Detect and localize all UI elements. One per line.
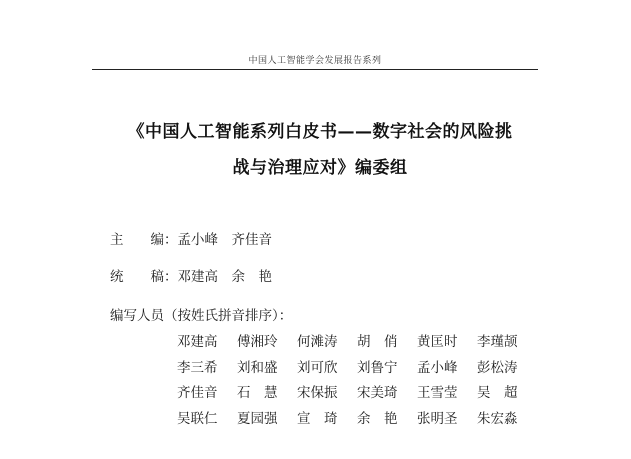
chief-editors-label: 主 编： [110, 232, 178, 248]
document-title-line-1: 《中国人工智能系列白皮书——数字社会的风险挑 [127, 122, 513, 142]
writer-name: 刘和盛 [237, 359, 278, 376]
document-title-line-2: 战与治理应对》编委组 [232, 158, 408, 178]
chief-editors-row [110, 228, 272, 248]
writer-name: 黄匡时 [417, 334, 458, 350]
coordinators-names: 邓建高 余 艳 [177, 269, 272, 285]
writer-name: 李瑾颉 [477, 334, 518, 350]
writer-name: 石 慧 [237, 385, 278, 401]
writer-name: 邓建高 [177, 334, 218, 350]
running-header: 中国人工智能学会发展报告系列 [248, 56, 382, 66]
writer-name: 余 艳 [357, 410, 398, 427]
writer-name: 宋美琦 [357, 385, 398, 401]
writer-name: 张明圣 [417, 410, 458, 427]
writer-name: 齐佳音 [177, 385, 218, 401]
writers-list [177, 330, 537, 432]
writer-name: 朱宏淼 [477, 410, 518, 427]
writer-name: 刘鲁宁 [357, 359, 398, 376]
writer-name: 吴联仁 [177, 410, 218, 427]
writer-name: 傅湘玲 [237, 334, 278, 350]
writer-name: 胡 俏 [357, 334, 398, 350]
writer-name: 刘可欣 [297, 359, 338, 376]
writer-name: 何滩涛 [297, 334, 338, 350]
writer-name: 夏园强 [237, 410, 278, 427]
chief-editors-names: 孟小峰 齐佳音 [177, 232, 272, 248]
header-rule [92, 69, 538, 70]
writer-name: 王雪莹 [417, 385, 458, 401]
writer-name: 李三希 [177, 359, 218, 376]
writer-name: 吴 超 [477, 385, 518, 401]
writer-name: 宣 琦 [297, 410, 338, 427]
writers-label: 编写人员（按姓氏拼音排序）： [110, 308, 293, 324]
writer-name: 孟小峰 [417, 359, 458, 376]
writer-name: 彭松涛 [477, 359, 518, 376]
writer-name: 宋保振 [297, 385, 338, 401]
coordinators-row [110, 265, 272, 285]
coordinators-label: 统 稿： [110, 269, 178, 285]
